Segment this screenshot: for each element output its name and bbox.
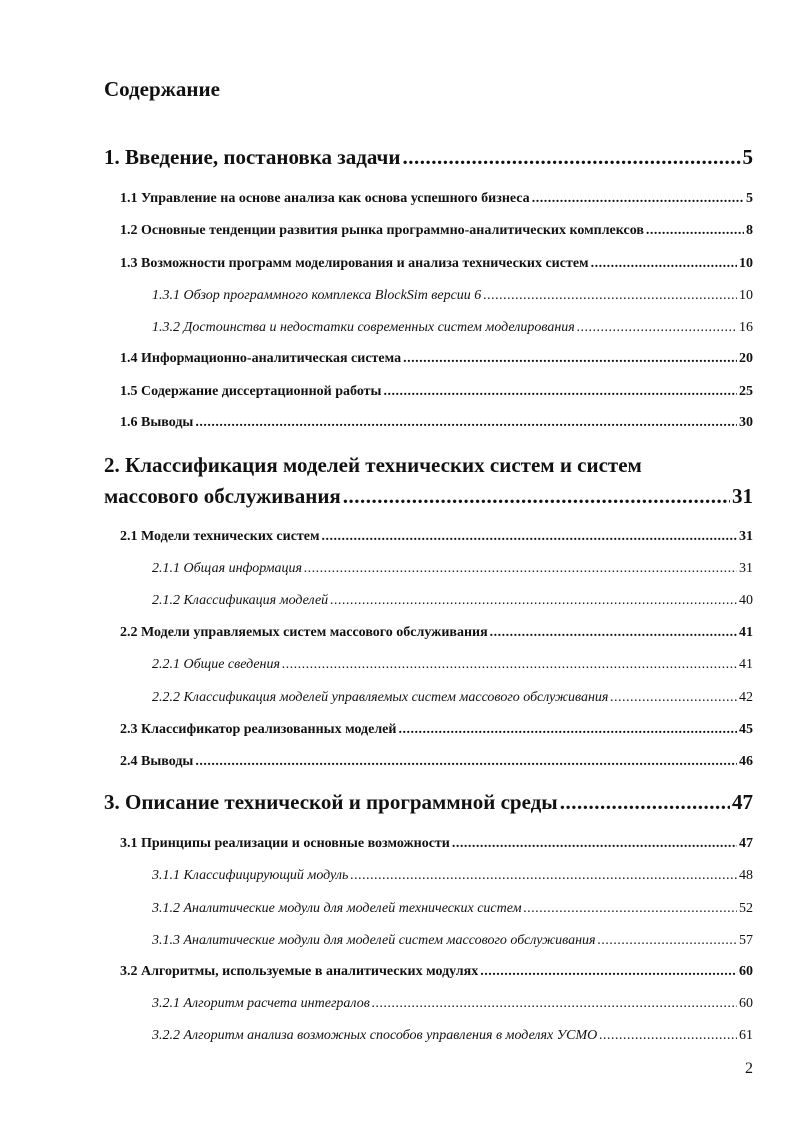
toc-subsection-3-2-2	[152, 1026, 753, 1046]
toc-subsection-label: 2.2.1 Общие сведения	[152, 657, 281, 672]
toc-section-1-3	[120, 254, 753, 274]
toc-subsection-1-3-2	[152, 318, 753, 338]
dot-leader	[598, 931, 737, 951]
dot-leader	[282, 655, 737, 675]
dot-leader	[483, 286, 737, 306]
dot-leader	[452, 834, 737, 854]
toc-section-label: 1.2 Основные тенденции развития рынка программно-аналитических комплексов	[120, 223, 644, 238]
toc-chapter-2	[104, 483, 753, 509]
toc-subsection-label: 1.3.1 Обзор программного комплекса BlockSim версии 6	[152, 288, 482, 303]
toc-section-label: 2.3 Классификатор реализованных моделей	[120, 722, 397, 737]
dot-leader	[646, 221, 744, 241]
toc-subsection-label: 3.2.2 Алгоритм анализа возможных способов управления в моделях УСМО	[152, 1028, 598, 1043]
toc-subsection-label: 3.1.2 Аналитические модули для моделей технических систем	[152, 901, 522, 916]
toc-section-label: 2.1 Модели технических систем	[120, 529, 320, 544]
toc-page-number: 30	[739, 415, 753, 430]
toc-page-number: 45	[739, 722, 753, 737]
dot-leader	[195, 413, 737, 433]
toc-subsection-label: 3.1.1 Классифицирующий модуль	[152, 868, 349, 883]
dot-leader	[610, 688, 737, 708]
toc-subsection-label: 2.2.2 Классификация моделей управляемых систем массового обслуживания	[152, 690, 609, 705]
toc-chapter-1	[104, 144, 753, 170]
dot-leader	[350, 866, 737, 886]
toc-page-number: 48	[739, 868, 753, 883]
toc-page-number: 60	[739, 996, 753, 1011]
toc-subsection-2-1-1	[152, 559, 753, 579]
dot-leader	[577, 318, 737, 338]
toc-subsection-2-2-2	[152, 688, 753, 708]
toc-page-number: 16	[739, 320, 753, 335]
toc-section-label: 1.6 Выводы	[120, 415, 194, 430]
toc-page-number: 10	[739, 288, 753, 303]
dot-leader	[330, 591, 737, 611]
toc-subsection-1-3-1	[152, 286, 753, 306]
dot-leader	[195, 752, 737, 772]
toc-subsection-3-1-1	[152, 866, 753, 886]
toc-subsection-label: 1.3.2 Достоинства и недостатки современных систем моделирования	[152, 320, 575, 335]
toc-page-number: 31	[739, 529, 753, 544]
toc-page-number: 31	[739, 561, 753, 576]
toc-section-label: 3.2 Алгоритмы, используемые в аналитических модулях	[120, 964, 479, 979]
toc-subsection-label: 2.1.1 Общая информация	[152, 561, 303, 576]
dot-leader	[402, 144, 740, 170]
toc-page-number: 41	[739, 625, 753, 640]
dot-leader	[383, 382, 737, 402]
toc-page-number: 40	[739, 593, 753, 608]
toc-subsection-3-2-1	[152, 994, 753, 1014]
toc-page-number: 60	[739, 964, 753, 979]
toc-section-2-1	[120, 527, 753, 547]
toc-section-1-5	[120, 382, 753, 402]
toc-section-label: 1.3 Возможности программ моделирования и анализа технических систем	[120, 256, 589, 271]
toc-section-1-4	[120, 349, 753, 369]
toc-chapter-label: 3. Описание технической и программной среды	[104, 790, 558, 814]
dot-leader	[532, 189, 744, 209]
toc-subsection-2-1-2	[152, 591, 753, 611]
toc-chapter-label: массового обслуживания	[104, 484, 341, 508]
toc-section-label: 2.4 Выводы	[120, 754, 194, 769]
toc-page-number: 31	[732, 484, 753, 508]
toc-section-label: 1.5 Содержание диссертационной работы	[120, 384, 382, 399]
dot-leader	[599, 1026, 737, 1046]
toc-section-3-2	[120, 962, 753, 982]
toc-section-label: 2.2 Модели управляемых систем массового обслуживания	[120, 625, 488, 640]
toc-section-1-6	[120, 413, 753, 433]
toc-subsection-3-1-3	[152, 931, 753, 951]
toc-section-1-1	[120, 189, 753, 209]
toc-page-number: 61	[739, 1028, 753, 1043]
toc-section-2-2	[120, 623, 753, 643]
toc-page-number: 57	[739, 933, 753, 948]
dot-leader	[372, 994, 737, 1014]
toc-section-label: 1.4 Информационно-аналитическая система	[120, 351, 402, 366]
toc-page-number: 46	[739, 754, 753, 769]
page-number: 2	[745, 1060, 753, 1077]
toc-page-number: 25	[739, 384, 753, 399]
page-title: Содержание	[104, 77, 220, 101]
toc-page-number: 10	[739, 256, 753, 271]
toc-page-number: 41	[739, 657, 753, 672]
toc-subsection-label: 3.2.1 Алгоритм расчета интегралов	[152, 996, 370, 1011]
toc-chapter-2-line1: 2. Классификация моделей технических систем и систем	[104, 453, 642, 477]
toc-section-label: 1.1 Управление на основе анализа как основа успешного бизнеса	[120, 191, 530, 206]
toc-chapter-label: 1. Введение, постановка задачи	[104, 145, 401, 169]
dot-leader	[524, 899, 737, 919]
toc-section-1-2	[120, 221, 753, 241]
toc-section-2-4	[120, 752, 753, 772]
toc-page-number: 52	[739, 901, 753, 916]
toc-subsection-label: 3.1.3 Аналитические модули для моделей систем массового обслуживания	[152, 933, 596, 948]
dot-leader	[480, 962, 737, 982]
toc-section-label: 3.1 Принципы реализации и основные возможности	[120, 836, 450, 851]
dot-leader	[304, 559, 737, 579]
dot-leader	[403, 349, 737, 369]
toc-page-number: 5	[746, 191, 753, 206]
dot-leader	[591, 254, 737, 274]
toc-section-2-3	[120, 720, 753, 740]
toc-page-number: 5	[742, 145, 753, 169]
toc-page-number: 42	[739, 690, 753, 705]
toc-chapter-3	[104, 789, 753, 815]
dot-leader	[490, 623, 737, 643]
dot-leader	[322, 527, 737, 547]
dot-leader	[343, 483, 730, 509]
toc-subsection-label: 2.1.2 Классификация моделей	[152, 593, 329, 608]
toc-page-number: 8	[746, 223, 753, 238]
toc-page-number: 20	[739, 351, 753, 366]
toc-page-number: 47	[739, 836, 753, 851]
dot-leader	[560, 789, 730, 815]
toc-page-number: 47	[732, 790, 753, 814]
toc-subsection-2-2-1	[152, 655, 753, 675]
toc-section-3-1	[120, 834, 753, 854]
dot-leader	[398, 720, 737, 740]
toc-subsection-3-1-2	[152, 899, 753, 919]
